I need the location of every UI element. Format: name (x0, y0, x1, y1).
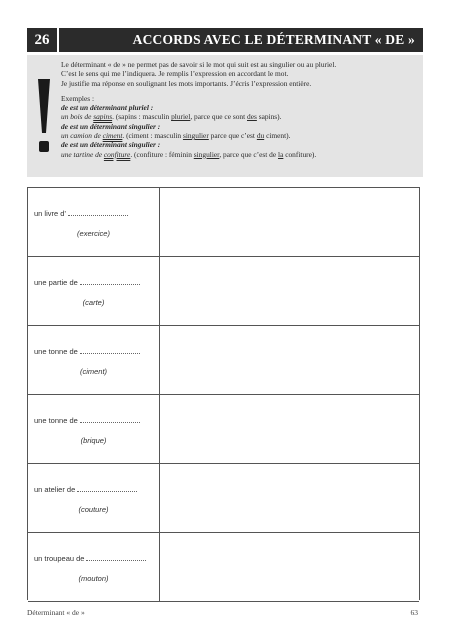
example-3-heading: de est un déterminant singulier : (61, 140, 161, 150)
exercise-header (27, 28, 423, 52)
fill-in-blank[interactable] (80, 284, 140, 285)
rule-line-1: Le déterminant « de » ne permet pas de savoir si le mot qui suit est au singulier ou au pluriel. (61, 60, 337, 69)
phrase-text: une tonne de (34, 416, 78, 425)
fill-in-blank[interactable] (86, 560, 146, 561)
fill-in-blank[interactable] (80, 422, 140, 423)
table-row (28, 464, 419, 533)
answer-cell[interactable] (160, 257, 419, 325)
answer-cell[interactable] (160, 395, 419, 463)
table-row (28, 257, 419, 326)
phrase-text: un atelier de (34, 485, 76, 494)
noun-hint: (brique) (80, 436, 107, 445)
phrase-text: une tonne de (34, 347, 78, 356)
exclamation-icon (33, 77, 55, 157)
exercise-number: 26 (27, 28, 59, 52)
rule-line-2: C’est le sens qui me l’indiquera. Je remplis l’expression en accordant le mot. (61, 69, 289, 79)
examples-label: Exemples : (61, 93, 95, 103)
prompt-cell (28, 257, 160, 325)
answer-cell[interactable] (160, 533, 419, 601)
noun-hint: (ciment) (79, 367, 108, 376)
table-row (28, 533, 419, 602)
example-2-heading: de est un déterminant singulier : (61, 121, 161, 131)
phrase-text: un troupeau de (34, 554, 85, 563)
fill-in-blank[interactable] (77, 491, 137, 492)
prompt-cell (28, 533, 160, 601)
answer-cell[interactable] (160, 188, 419, 256)
example-2: un camion de ciment. (ciment : masculin singulier parce que c’est du ciment). (61, 131, 291, 141)
prompt-cell (28, 188, 160, 256)
fill-in-blank[interactable] (68, 215, 128, 216)
example-1-heading: de est un déterminant pluriel : (61, 103, 154, 113)
answer-cell[interactable] (160, 464, 419, 532)
exercise-title: ACCORDS AVEC LE DÉTERMINANT « DE » (132, 32, 415, 47)
example-3: une tartine de confiture. (confiture : féminin singulier, parce que c’est de la confiture). (61, 149, 317, 159)
example-1: un bois de sapins. (sapins : masculin pluriel, parce que ce sont des sapins). (61, 112, 282, 122)
noun-hint: (carte) (82, 298, 105, 307)
table-row (28, 188, 419, 257)
rule-line-3: Je justifie ma réponse en soulignant les mots importants. J’écris l’expression entière. (61, 78, 312, 88)
table-row (28, 326, 419, 395)
answer-cell[interactable] (160, 326, 419, 394)
prompt-cell (28, 326, 160, 394)
phrase-text: un livre d’ (34, 209, 67, 218)
page-number: 63 (410, 608, 418, 617)
noun-hint: (couture) (78, 505, 109, 514)
phrase-text: une partie de (34, 278, 78, 287)
footer-section-title: Déterminant « de » (27, 608, 85, 617)
rule-text (61, 60, 413, 159)
prompt-cell (28, 464, 160, 532)
noun-hint: (mouton) (78, 574, 109, 583)
rule-box (27, 55, 423, 177)
prompt-cell (28, 395, 160, 463)
table-row (28, 395, 419, 464)
fill-in-blank[interactable] (80, 353, 140, 354)
noun-hint: (exercice) (77, 229, 110, 238)
exercise-table (27, 187, 420, 600)
